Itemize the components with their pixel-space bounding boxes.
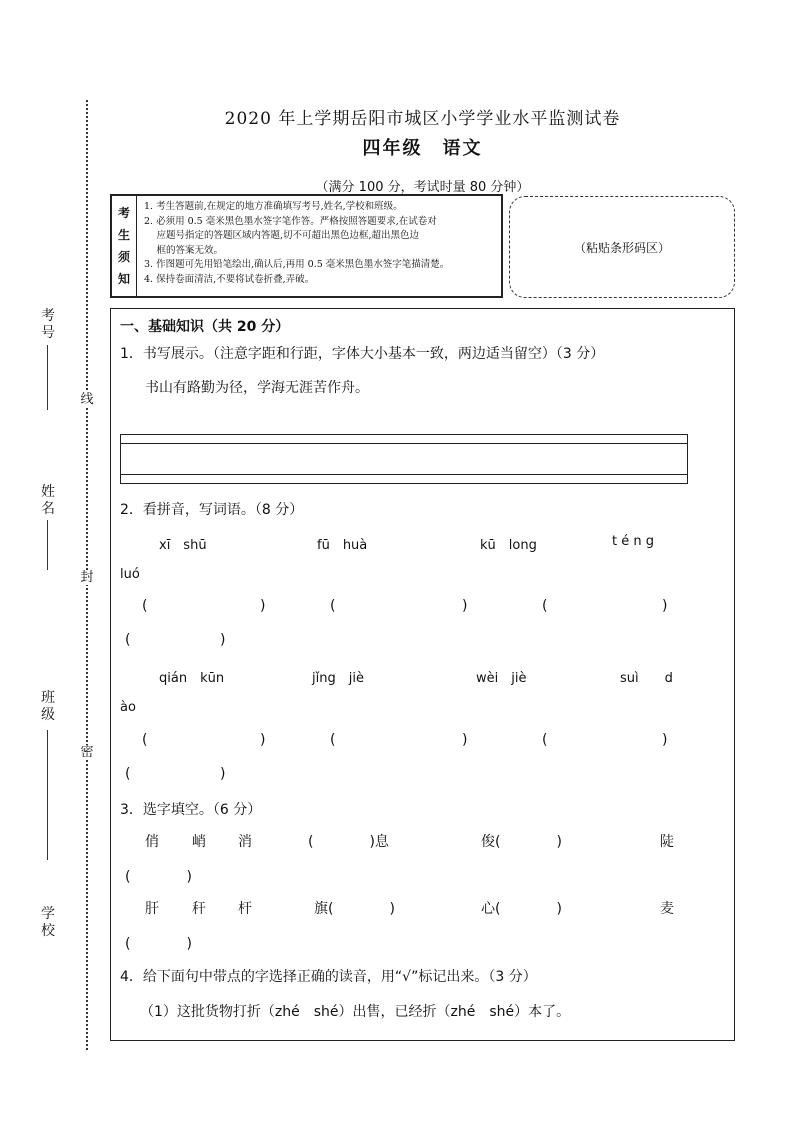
exam-subtitle: （满分 100 分，考试时量 80 分钟）	[315, 180, 530, 195]
answer-paren-open: (	[125, 632, 131, 648]
binding-mark-secret: 密	[80, 745, 94, 760]
fill-blank[interactable]: ( )息	[308, 834, 389, 850]
answer-paren-open: (	[125, 766, 131, 782]
handwriting-lines	[121, 443, 687, 475]
answer-paren-open: (	[542, 732, 548, 748]
notice-items	[144, 200, 497, 287]
notice-heading-char: 知	[117, 272, 130, 286]
school-label: 学校	[41, 906, 55, 939]
answer-paren-close: )	[462, 732, 468, 748]
notice-heading-char: 考	[117, 206, 130, 220]
notice-item: 应题号指定的答题区域内答题,切不可超出黑色边框,超出黑色边	[144, 230, 420, 241]
class-line	[47, 730, 48, 860]
binding-mark-line: 线	[80, 392, 94, 407]
exam-notice-box	[110, 194, 503, 298]
pinyin: fū huà	[317, 538, 368, 553]
choice-char: 峭	[192, 834, 206, 850]
answer-paren-close: )	[220, 632, 226, 648]
fill-blank[interactable]: 麦	[660, 901, 674, 917]
pinyin: t é n g	[612, 534, 654, 549]
exam-number-label: 考号	[41, 308, 55, 341]
binding-mark-seal: 封	[80, 570, 94, 585]
pinyin: jǐng jiè	[312, 671, 364, 686]
choice-char: 俏	[145, 834, 159, 850]
fill-blank[interactable]: ( )	[125, 869, 192, 885]
class-label: 班级	[41, 690, 55, 723]
q2-prompt-text: 2．看拼音，写词语。（8 分）	[120, 502, 304, 518]
notice-item: 4. 保持卷面清洁,不要将试卷折叠,弄破。	[144, 273, 315, 285]
answer-paren-open: (	[142, 732, 148, 748]
notice-item: 3. 作图题可先用铅笔绘出,确认后,再用 0.5 毫米黑色墨水签字笔描清楚。	[144, 259, 450, 270]
answer-paren-close: )	[462, 598, 468, 614]
pinyin: wèi jiè	[476, 671, 527, 686]
fill-blank[interactable]: ( )	[125, 936, 192, 952]
answer-paren-close: )	[260, 598, 266, 614]
pinyin: qián kūn	[159, 671, 225, 686]
answer-paren-open: (	[542, 598, 548, 614]
fill-blank[interactable]: 俊( )	[481, 834, 562, 850]
choice-char: 肝	[145, 901, 159, 917]
q3-prompt: 3．选字填空。（6 分）	[120, 802, 262, 818]
pinyin: suì d	[620, 671, 673, 686]
answer-paren-open: (	[330, 732, 336, 748]
choice-char: 秆	[192, 901, 206, 917]
fill-blank[interactable]: 陡	[660, 834, 674, 850]
notice-heading	[112, 196, 137, 296]
notice-heading-char: 须	[117, 250, 130, 264]
q4-prompt: 4．给下面句中带点的字选择正确的读音，用“√”标记出来。（3 分）	[120, 969, 537, 985]
q1-text: 书山有路勤为径，学海无涯苦作舟。	[145, 380, 369, 396]
name-line	[47, 520, 48, 570]
choice-char: 杆	[238, 901, 252, 917]
answer-paren-open: (	[330, 598, 336, 614]
handwriting-box[interactable]	[120, 434, 688, 484]
answer-paren-close: )	[662, 732, 668, 748]
notice-heading-char: 生	[117, 228, 130, 242]
answer-paren-close: )	[260, 732, 266, 748]
answer-paren-open: (	[142, 598, 148, 614]
section-heading: 一、基础知识（共 20 分）	[120, 319, 290, 335]
barcode-area	[509, 196, 735, 298]
exam-number-line	[47, 345, 48, 410]
answer-paren-close: )	[220, 766, 226, 782]
notice-item: 1. 考生答题前,在规定的地方准确填写考号,姓名,学校和班级。	[144, 201, 403, 212]
choice-char: 消	[238, 834, 252, 850]
grade-subject-title: 四年级 语文	[362, 138, 483, 159]
pinyin: kū long	[480, 538, 537, 553]
fill-blank[interactable]: 心( )	[481, 901, 562, 917]
fill-blank[interactable]: 旗( )	[314, 901, 395, 917]
name-label: 姓名	[41, 484, 55, 517]
answer-paren-close: )	[662, 598, 668, 614]
pinyin: luó	[120, 567, 140, 582]
notice-item: 2. 必须用 0.5 毫米黑色墨水签字笔作答。严格按照答题要求,在试卷对	[144, 215, 437, 227]
q1-prompt: 1．书写展示。（注意字距和行距，字体大小基本一致，两边适当留空）（3 分）	[120, 346, 605, 362]
notice-item: 框的答案无效。	[144, 244, 224, 256]
pinyin: ào	[120, 700, 136, 715]
q4-item-1: （1）这批货物打折（zhé shé）出售，已经折（zhé shé）本了。	[140, 1004, 571, 1020]
exam-title: 2020 年上学期岳阳市城区小学学业水平监测试卷	[224, 109, 621, 129]
barcode-label: （粘贴条形码区）	[573, 240, 670, 255]
pinyin: xī shū	[159, 538, 207, 553]
